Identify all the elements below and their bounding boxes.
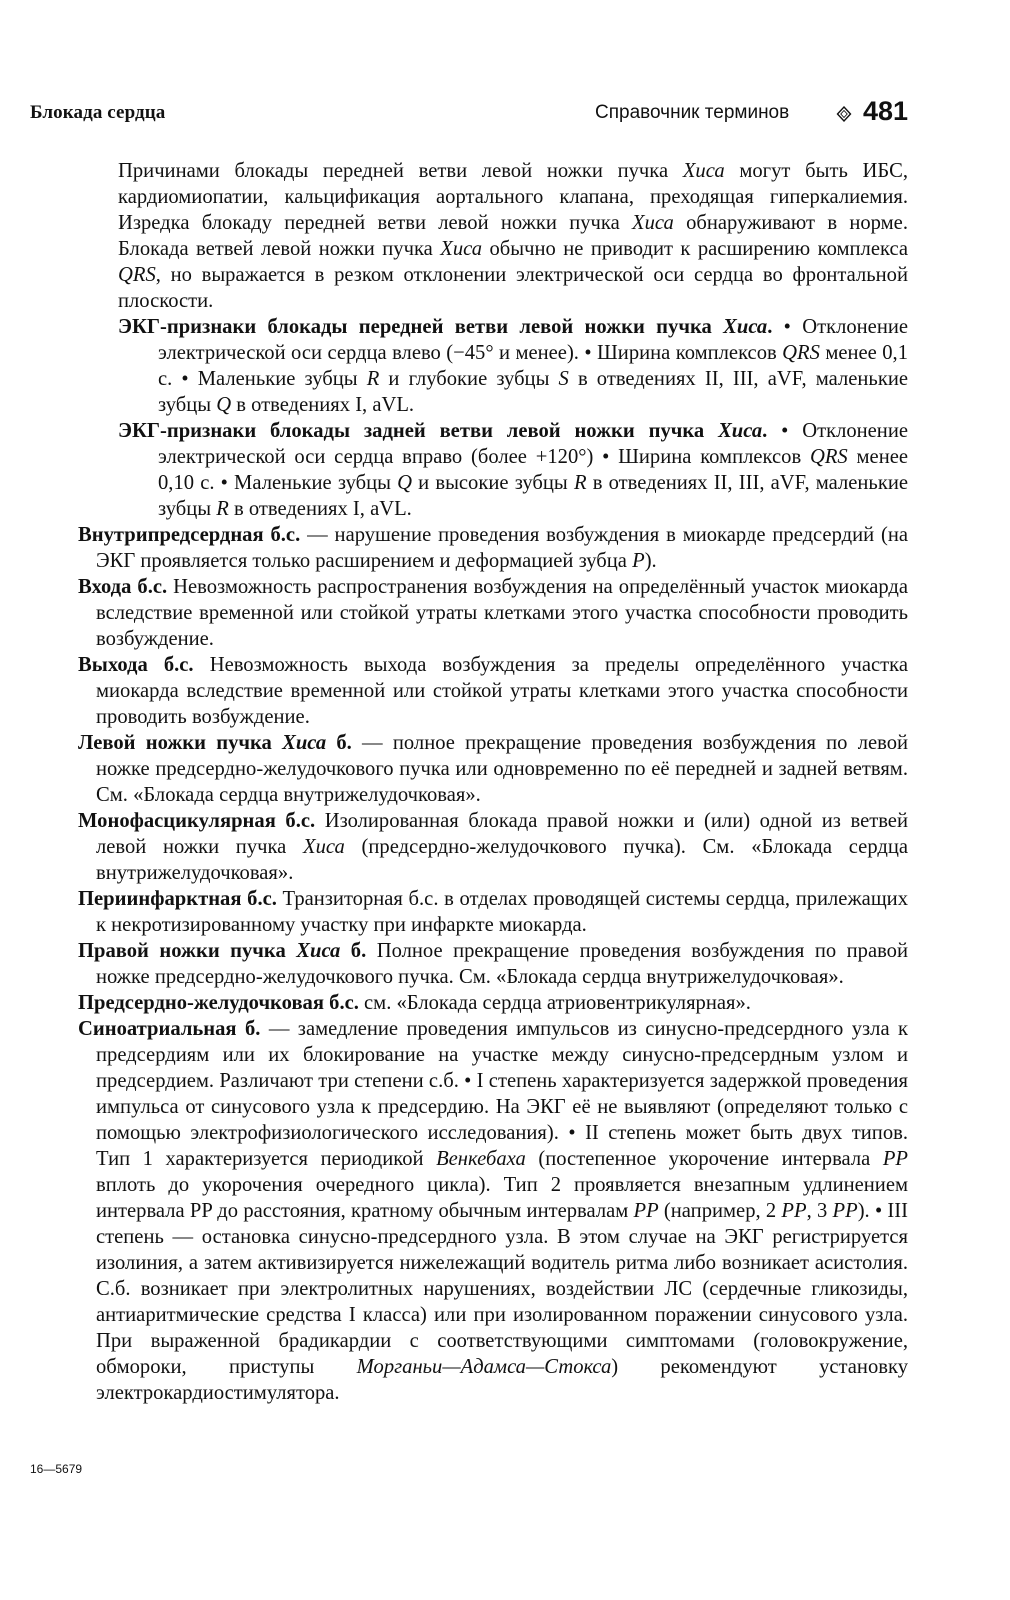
section-title: Блокада сердца bbox=[30, 102, 166, 123]
sub-entry-term-end: . bbox=[762, 420, 768, 442]
entry-right-bundle bbox=[78, 938, 908, 990]
entry-term-end: б. bbox=[340, 940, 367, 962]
entry-term: Выхода б.с. bbox=[78, 654, 194, 676]
text-run: , 3 bbox=[806, 1200, 833, 1222]
wave-symbol: R bbox=[216, 498, 229, 520]
text-run: менее 0,10 с. • Маленькие зубцы bbox=[158, 446, 909, 494]
entry-intraatrial bbox=[78, 522, 908, 574]
text-run: — замедление проведения импульсов из синусно-предсердного узла к предсердиям или их блокирование на участке между синусно-предсердным узлом и предсердием. Различают три степени с.б. • I степень характеризуется задержкой проведения импульса от синусового узла к предсердию. На ЭКГ её не выявляют (определяют только с помощью электрофизиологического исследования). • II степень может быть двух типов. Тип 1 характеризуется периодикой bbox=[96, 1018, 908, 1170]
entry-monofascicular bbox=[78, 808, 908, 886]
entry-term: Периинфарктная б.с. bbox=[78, 888, 277, 910]
text-run: Изолированная блокада правой ножки и (или) одной из ветвей левой ножки пучка bbox=[96, 810, 908, 858]
text-run: • Отклонение электрической оси сердца влево (−45° и менее). • Ширина комплексов bbox=[158, 316, 908, 364]
entry-term-eponym: Хиса bbox=[282, 732, 327, 754]
text-run: (например, 2 bbox=[658, 1200, 782, 1222]
text-run: — нарушение проведения возбуждения в миокарде предсердий (на ЭКГ проявляется только расширением и деформацией зубца bbox=[96, 524, 908, 572]
intro-paragraph bbox=[78, 158, 908, 314]
wave-symbol: P bbox=[632, 550, 645, 572]
entry-term-eponym: Хиса bbox=[296, 940, 341, 962]
text-run: Невозможность выхода возбуждения за пределы определённого участка миокарда вследствие временной или стойкой утраты клетками этого участка способности проводить возбуждение. bbox=[96, 654, 908, 728]
wave-symbol: Q bbox=[397, 472, 412, 494]
text-run: Причинами блокады передней ветви левой ножки пучка bbox=[118, 160, 683, 182]
qrs-symbol: QRS bbox=[809, 446, 848, 468]
print-signature: 16—5679 bbox=[30, 1462, 83, 1476]
interval-symbol: PP bbox=[781, 1200, 807, 1222]
entry-av bbox=[78, 990, 908, 1016]
sub-entry-term: ЭКГ-признаки блокады передней ветви левой ножки пучка bbox=[118, 316, 724, 338]
wave-symbol: R bbox=[573, 472, 587, 494]
sub-entry-term-end: . bbox=[767, 316, 773, 338]
interval-symbol: PP bbox=[633, 1200, 659, 1222]
book-part-title: Справочник терминов bbox=[595, 102, 790, 123]
text-run: , но выражается в резком отклонении электрической оси сердца во фронтальной плоскости. bbox=[118, 264, 908, 312]
entry-term: Левой ножки пучка bbox=[78, 732, 283, 754]
qrs-symbol: QRS bbox=[782, 342, 820, 364]
wave-symbol: Q bbox=[216, 394, 232, 416]
text-run: менее 0,1 с. • Маленькие зубцы bbox=[158, 342, 908, 390]
ecg-anterior-block bbox=[78, 314, 908, 418]
entry-term: Правой ножки пучка bbox=[78, 940, 297, 962]
wave-symbol: S bbox=[558, 368, 569, 390]
text-run: — полное прекращение проведения возбуждения по левой ножке предсердно-желудочкового пучка или одновременно по её передней и задней ветвям. См. «Блокада сердца внутрижелудочковая». bbox=[96, 732, 909, 806]
sub-entry-term-eponym: Хиса bbox=[718, 420, 763, 442]
text-run: Полное прекращение проведения возбуждения по правой ножке предсердно-желудочкового пучка. См. «Блокада сердца внутрижелудочковая». bbox=[96, 940, 908, 988]
main-text bbox=[78, 158, 908, 1406]
text-run: Невозможность распространения возбуждения на определённый участок миокарда вследствие временной или стойкой утраты клетками этого участка способности проводить возбуждение. bbox=[96, 576, 909, 650]
entry-term: Предсердно-желудочковая б.с. bbox=[78, 992, 359, 1014]
text-run: см. «Блокада сердца атриовентрикулярная». bbox=[358, 992, 751, 1014]
sub-entry-term: ЭКГ-признаки блокады задней ветви левой ножки пучка bbox=[118, 420, 719, 442]
text-run: в отведениях I, aVL. bbox=[228, 498, 412, 520]
entry-entrance bbox=[78, 574, 908, 652]
entry-term: Синоатриальная б. bbox=[78, 1018, 261, 1040]
sub-entry-term-eponym: Хиса bbox=[723, 316, 768, 338]
text-run: могут быть ИБС, кардиомиопатии, кальцификация аортального клапана, преходящая гиперкалиемия. Изредка блокаду передней ветви левой ножки пучка bbox=[118, 160, 908, 234]
qrs-symbol: QRS bbox=[118, 264, 156, 286]
text-run: и высокие зубцы bbox=[411, 472, 574, 494]
text-run: в отведениях II, III, aVF, маленькие зубцы bbox=[158, 368, 908, 416]
diamond-icon-svg bbox=[836, 106, 852, 122]
text-run: ). • III степень — остановка синусно-предсердного узла. В этом случае на ЭКГ регистрируется изолиния, а затем активизируется нижележащий водитель ритма либо возникает асистолия. С.б. возникает при электролитных нарушениях, воздействии ЛС (сердечные гликозиды, антиаритмические средства I класса) или при изолированном поражении синусового узла. При выраженной брадикардии с соответствующими симптомами (головокружение, обмороки, приступы bbox=[96, 1200, 908, 1378]
text-run: • Отклонение электрической оси сердца вправо (более +120°) • Ширина комплексов bbox=[158, 420, 908, 468]
ecg-posterior-block bbox=[78, 418, 908, 522]
entry-term-end: б. bbox=[326, 732, 352, 754]
entry-sinoatrial bbox=[78, 1016, 908, 1406]
text-run: вплоть до укорочения очередного цикла). Тип 2 проявляется внезапным удлинением интервала PP до расстояния, кратному обычным интервалам bbox=[96, 1174, 908, 1222]
entry-left-bundle bbox=[78, 730, 908, 808]
diamond-icon bbox=[836, 103, 852, 127]
interval-symbol: PP bbox=[882, 1148, 909, 1170]
running-head bbox=[30, 96, 908, 132]
text-run: обычно не приводит к расширению комплекса bbox=[482, 238, 909, 260]
text-run: в отведениях II, III, aVF, маленькие зубцы bbox=[158, 472, 908, 520]
entry-periinfarction bbox=[78, 886, 908, 938]
entry-term: Внутрипредсердная б.с. bbox=[78, 524, 301, 546]
eponym: Хиса bbox=[303, 836, 345, 858]
eponym: Хиса bbox=[632, 212, 674, 234]
text-run: (предсердно-желудочкового пучка). См. «Блокада сердца внутрижелудочковая». bbox=[96, 836, 908, 884]
text-run: обнаруживают в норме. Блокада ветвей левой ножки пучка bbox=[118, 212, 908, 260]
eponym: Хиса bbox=[682, 160, 725, 182]
entry-term: Входа б.с. bbox=[78, 576, 168, 598]
eponym: Хиса bbox=[440, 238, 483, 260]
interval-symbol: PP bbox=[832, 1200, 858, 1222]
page-number: 481 bbox=[862, 96, 908, 126]
text-run: Транзиторная б.с. в отделах проводящей системы сердца, прилежащих к некротизированному участку при инфаркте миокарда. bbox=[96, 888, 908, 936]
text-run: в отведениях I, aVL. bbox=[231, 394, 415, 416]
eponym: Морганьи—Адамса—Стокса bbox=[356, 1356, 612, 1378]
text-run: и глубокие зубцы bbox=[379, 368, 559, 390]
text-run: ) рекомендуют установку электрокардиостимулятора. bbox=[96, 1356, 908, 1404]
text-run: (постепенное укорочение интервала bbox=[525, 1148, 883, 1170]
wave-symbol: R bbox=[366, 368, 380, 390]
eponym: Венкебаха bbox=[436, 1148, 526, 1170]
text-run: ). bbox=[644, 550, 657, 572]
entry-exit bbox=[78, 652, 908, 730]
entry-term: Монофасцикулярная б.с. bbox=[78, 810, 316, 832]
